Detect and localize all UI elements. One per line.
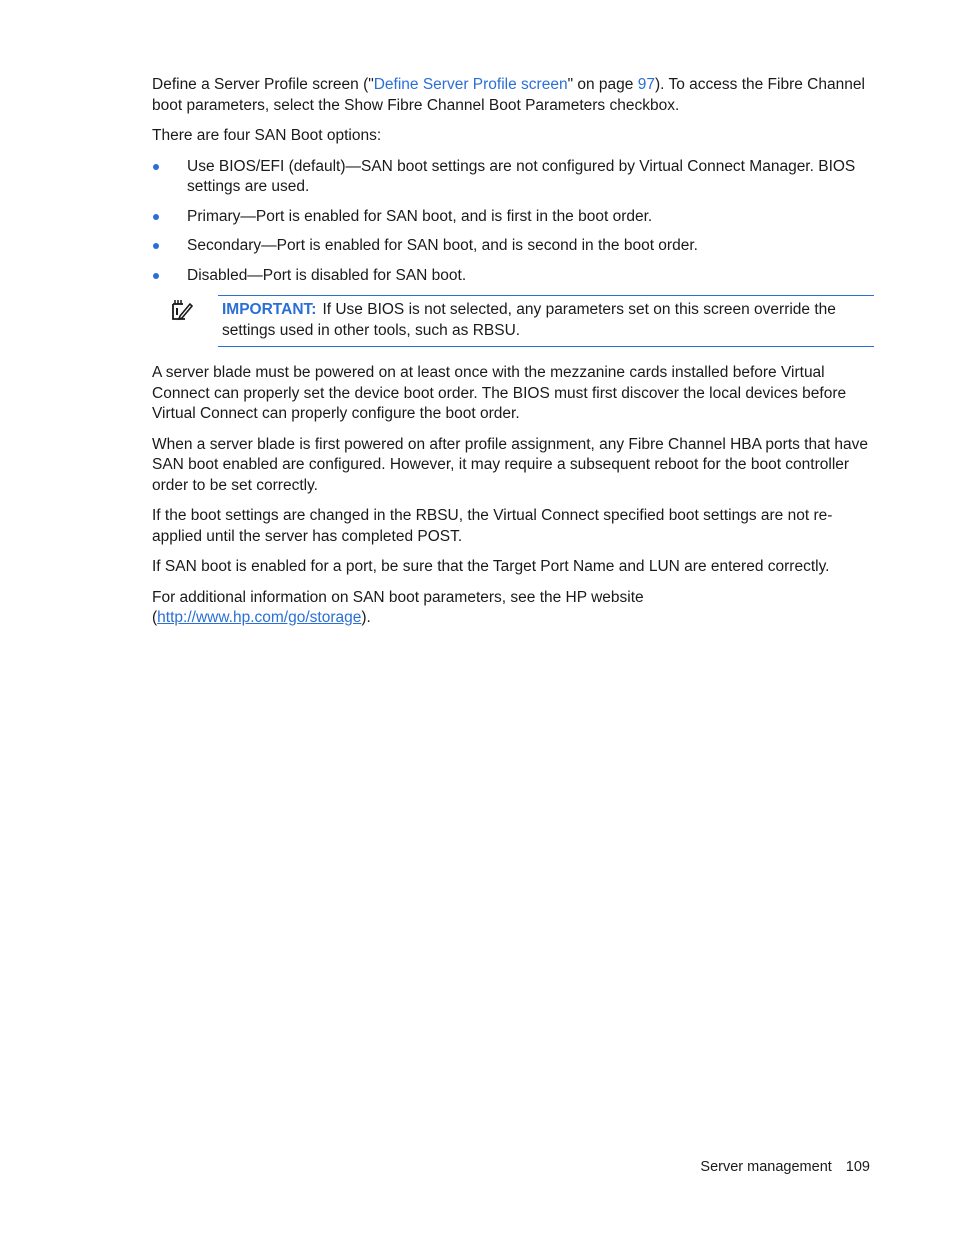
document-body (152, 75, 872, 639)
important-notepad-icon (170, 298, 194, 322)
options-intro: There are four SAN Boot options: (152, 127, 382, 144)
important-text: If Use BIOS is not selected, any parameters set on this screen override the settings used in other tools, such as RBSU. (222, 301, 836, 339)
bullet-icon (153, 164, 159, 170)
important-notice-box (218, 295, 874, 347)
san-boot-options-list (152, 157, 872, 287)
page-number: 109 (845, 1159, 870, 1175)
bullet-icon (153, 273, 159, 279)
paragraph-rbsu: If the boot settings are changed in the RBSU, the Virtual Connect specified boot settings are not re-applied until the server has completed POST. (152, 507, 833, 545)
page-footer (700, 1157, 870, 1178)
list-item: Use BIOS/EFI (default)—SAN boot settings are not configured by Virtual Connect Manager. BIOS settings are used. (152, 157, 872, 198)
paragraph-target-port: If SAN boot is enabled for a port, be sure that the Target Port Name and LUN are entered correctly. (152, 558, 830, 575)
intro-before-link: Define a Server Profile screen (" (152, 76, 374, 93)
page-reference-link[interactable]: 97 (637, 76, 655, 93)
additional-info-text: For additional information on SAN boot parameters, see the HP website (152, 588, 644, 606)
additional-info-paragraph: For additional information on SAN boot parameters, see the HP website (http://www.hp.com/go/storage). (152, 588, 644, 626)
intro-after-page: ). To access the Fibre Channel boot parameters, select the Show Fibre Channel Boot Parameters checkbox. (152, 76, 865, 114)
define-server-profile-link[interactable]: Define Server Profile screen (373, 76, 568, 93)
list-item: Primary—Port is enabled for SAN boot, and is first in the boot order. (152, 207, 872, 228)
important-label: IMPORTANT: (222, 301, 317, 318)
bullet-icon (153, 243, 159, 249)
paragraph-profile-assignment: When a server blade is first powered on after profile assignment, any Fibre Channel HBA ports that have SAN boot enabled are configured. However, it may require a subsequent reboot for the boot controller order to be set correctly. (152, 435, 868, 494)
list-item: Secondary—Port is enabled for SAN boot, and is second in the boot order. (152, 236, 872, 257)
intro-paragraph (152, 75, 872, 116)
intro-after-link: " on page (567, 76, 638, 93)
list-item: Disabled—Port is disabled for SAN boot. (152, 266, 872, 287)
important-notice (152, 295, 872, 347)
footer-section-title: Server management (700, 1159, 832, 1175)
paragraph-powered-on: A server blade must be powered on at least once with the mezzanine cards installed before Virtual Connect can properly set the device boot order. The BIOS must first discover the local devices before Virtual Connect can properly configure the boot order. (152, 364, 847, 422)
bullet-icon (153, 214, 159, 220)
hp-storage-link[interactable]: http://www.hp.com/go/storage (157, 609, 362, 626)
